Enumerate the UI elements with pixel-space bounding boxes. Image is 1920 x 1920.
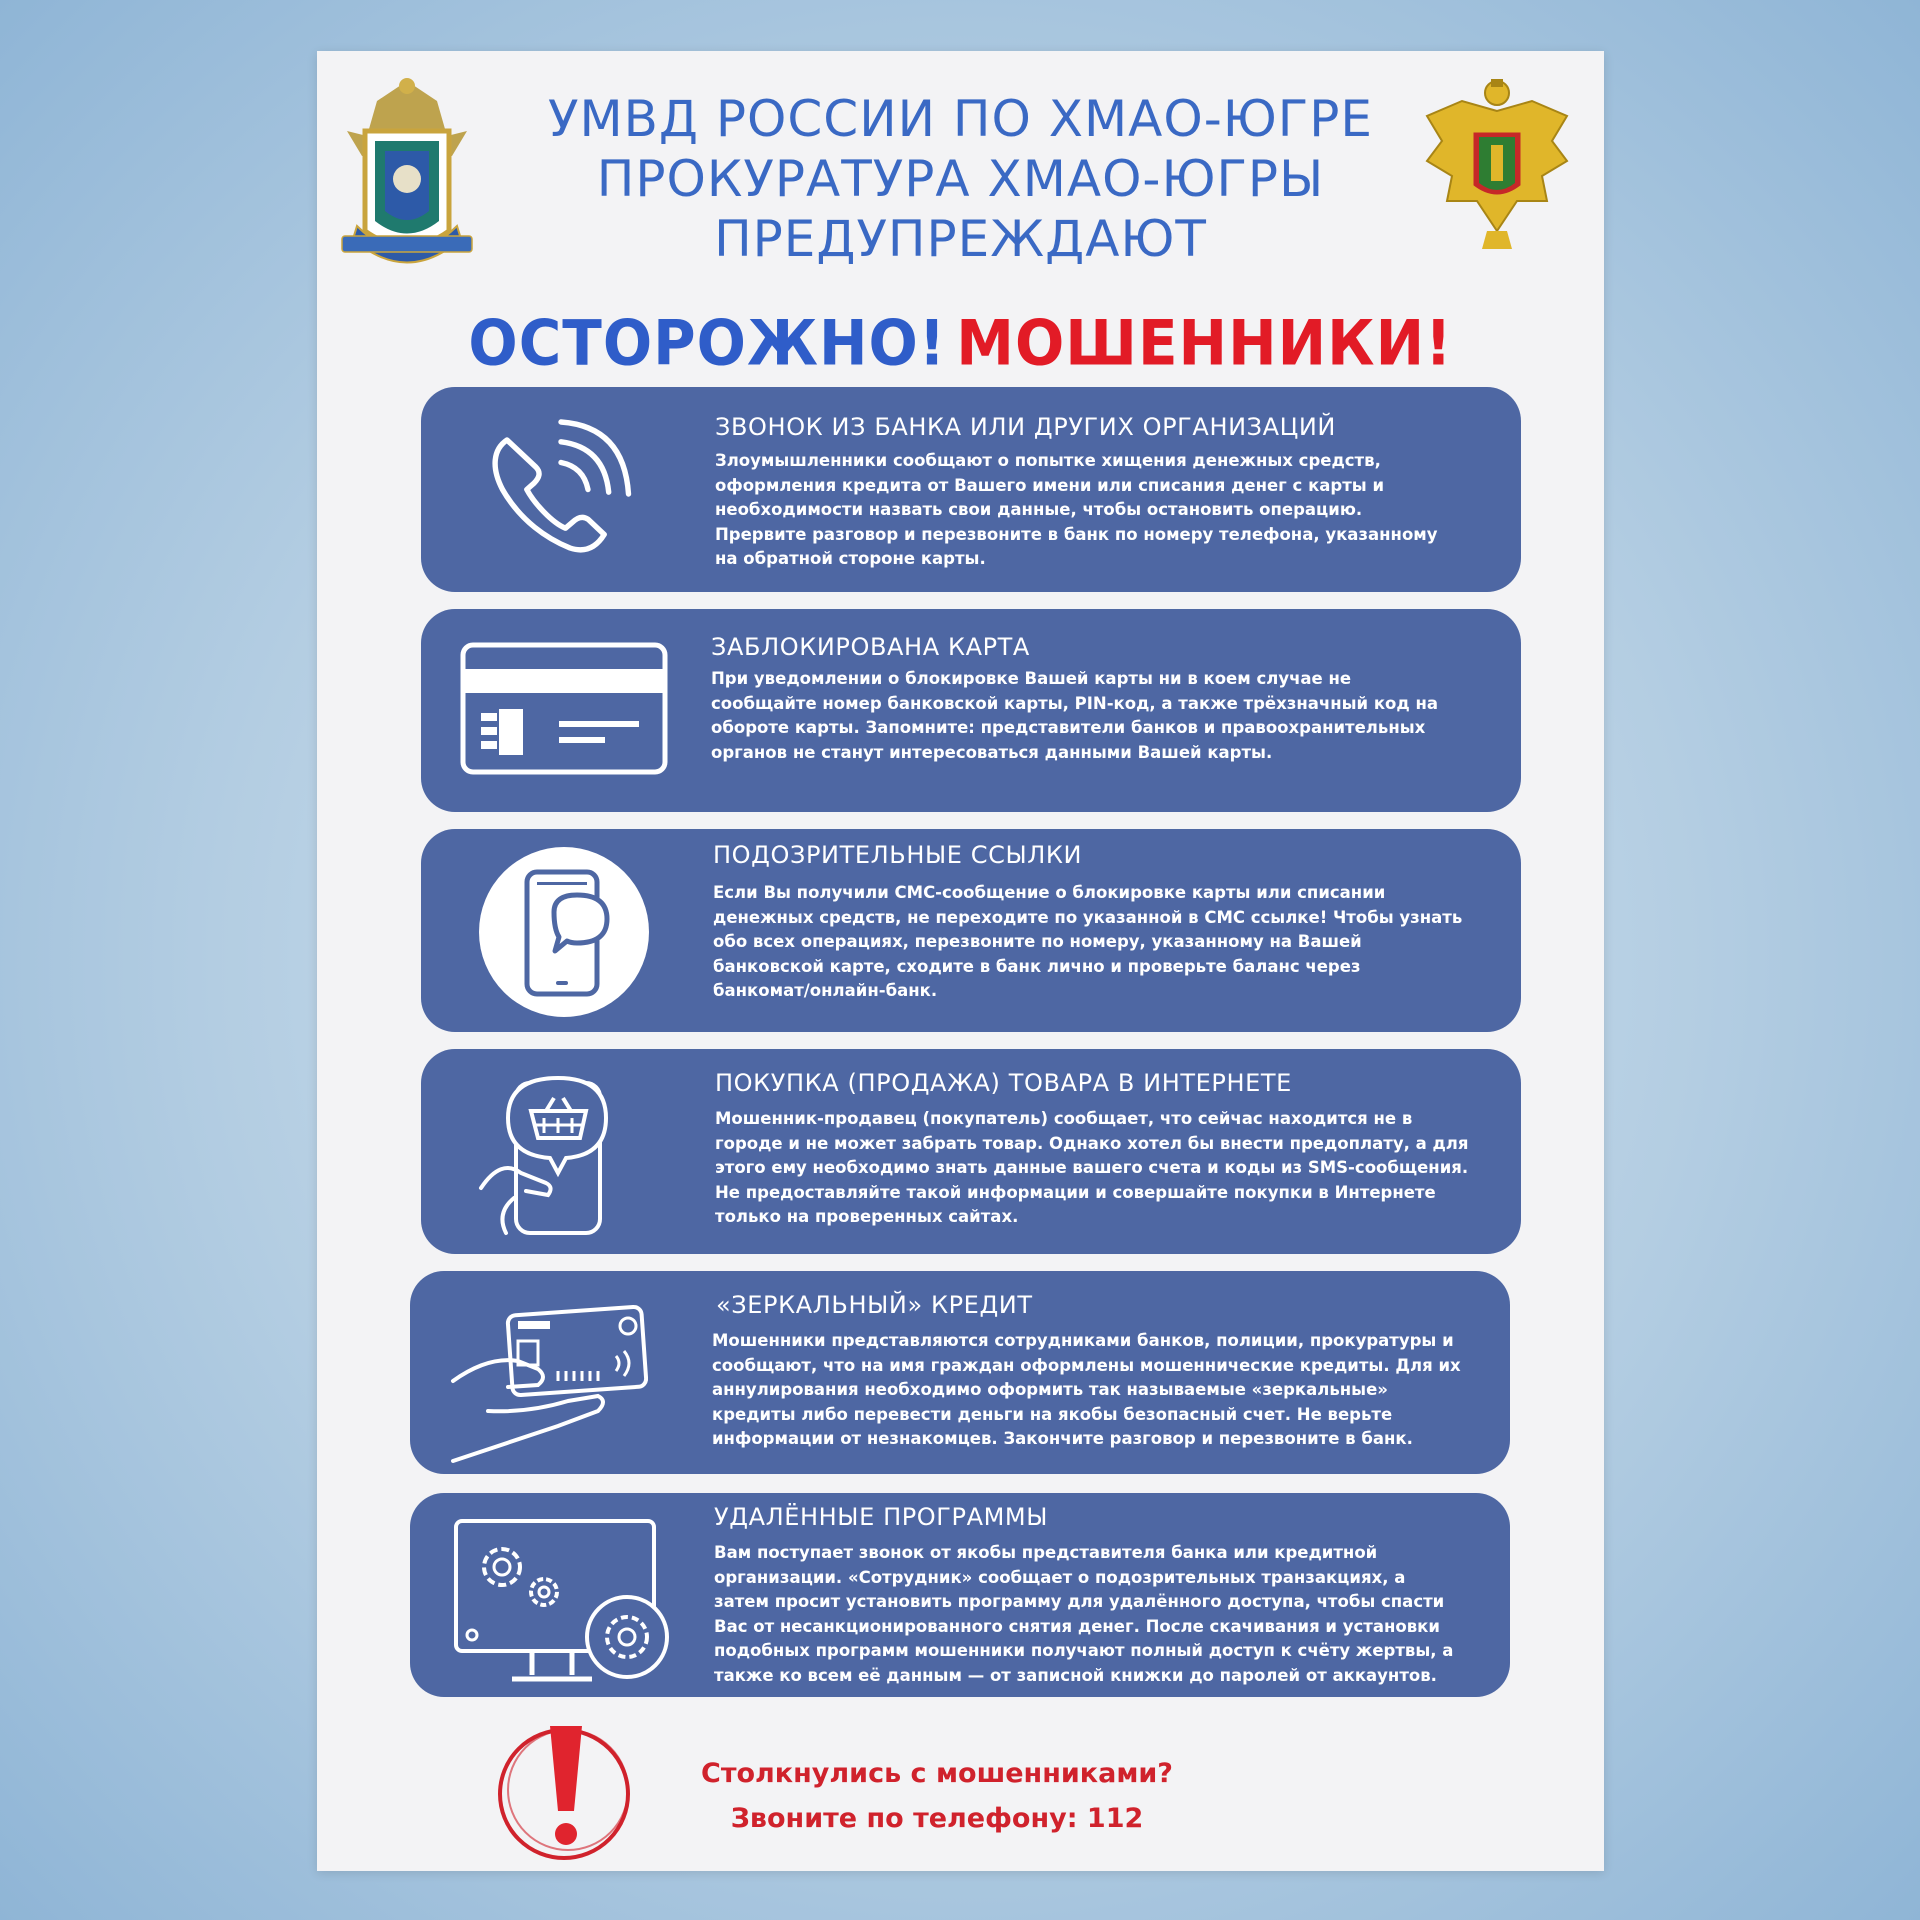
card-text-line: банкомат/онлайн-банк. [713, 981, 938, 1000]
card-text-line: Вас от несанкционированного снятия денег. После скачивания и установки [714, 1616, 1440, 1636]
card-text-line: необходимости назвать свои данные, чтобы остановить операцию. [715, 500, 1363, 519]
card-text-line: сообщайте номер банковской карты, PIN-код, а также трёхзначный код на [711, 693, 1438, 713]
exclamation-icon [492, 1716, 642, 1866]
card-text-line: Злоумышленники сообщают о попытке хищения денежных средств, [715, 451, 1381, 470]
card-text-line: затем просит установить программу для удалённого доступа, чтобы спасти [714, 1592, 1445, 1611]
card-text-line: денежных средств, не переходите по указанной в СМС ссылке! Чтобы узнать [713, 907, 1463, 927]
card-text-line: на обратной стороне карты. [715, 549, 986, 568]
card-text-line: Вам поступает звонок от якобы представителя банка или кредитной [714, 1543, 1378, 1562]
card-title: ПОДОЗРИТЕЛЬНЫЕ ССЫЛКИ [713, 841, 1083, 869]
card-text-line: Мошенники представляются сотрудниками банков, полиции, прокуратуры и [712, 1331, 1454, 1350]
phone-message-icon [479, 847, 649, 1017]
card-text [715, 449, 1438, 572]
card-text-line: также ко всем её данным — от записной книжки до паролей от аккаунтов. [714, 1665, 1437, 1685]
warning-part-careful: ОСТОРОЖНО! [468, 306, 947, 380]
card-text-line: только на проверенных сайтах. [715, 1207, 1019, 1226]
warning-poster [317, 51, 1604, 1871]
card-text-line: органов не станут интересоваться данными Вашей карты. [711, 742, 1273, 762]
footer-phone: Звоните по телефону: 112 [730, 1803, 1144, 1834]
card-title: ПОКУПКА (ПРОДАЖА) ТОВАРА В ИНТЕРНЕТЕ [715, 1069, 1292, 1097]
card-text-line: подобных программ мошенники получают полный доступ к счёту жертвы, а [714, 1641, 1454, 1660]
card-text-line: оформления кредита от Вашего имени или списания денег с карты и [715, 475, 1384, 495]
warning-headline [317, 303, 1604, 383]
card-remote-programs [410, 1493, 1510, 1697]
footer-question: Столкнулись с мошенниками? [701, 1758, 1173, 1789]
card-title: УДАЛЁННЫЕ ПРОГРАММЫ [714, 1503, 1048, 1531]
card-text-line: городе и не может забрать товар. Однако хотел бы внести предоплату, а для [715, 1133, 1469, 1153]
page-title [467, 89, 1454, 269]
header-line-2: ПРОКУРАТУРА ХМАО-ЮГРЫ [596, 150, 1325, 208]
hand-card-icon [448, 1301, 648, 1471]
computer-settings-icon [452, 1517, 672, 1697]
card-text-line: организации. «Сотрудник» сообщает о подозрительных транзакциях, а [714, 1567, 1406, 1587]
online-shopping-icon [476, 1063, 636, 1243]
card-mirror-credit [410, 1271, 1510, 1474]
bank-card-icon [459, 641, 669, 776]
card-text-line: Прервите разговор и перезвоните в банк по номеру телефона, указанному [715, 524, 1438, 544]
warning-part-fraudsters: МОШЕННИКИ! [956, 306, 1453, 380]
card-title: «ЗЕРКАЛЬНЫЙ» КРЕДИТ [716, 1291, 1033, 1319]
card-text [715, 1107, 1468, 1230]
card-text-line: Мошенник-продавец (покупатель) сообщает, что сейчас находится не в [715, 1109, 1413, 1128]
card-text-line: банковской карте, сходите в банк лично и проверьте баланс через [713, 956, 1361, 976]
card-text-line: обороте карты. Запомните: представители банков и правоохранительных [711, 718, 1426, 737]
card-bank-call [421, 387, 1521, 592]
card-text [714, 1541, 1453, 1688]
card-text-line: информации от незнакомцев. Закончите разговор и перезвоните в банк. [712, 1429, 1413, 1448]
header-line-1: УМВД РОССИИ ПО ХМАО-ЮГРЕ [548, 90, 1373, 148]
card-text [713, 881, 1462, 1004]
card-text-line: аннулирования необходимо оформить так называемые «зеркальные» [712, 1380, 1388, 1399]
card-online-shopping [421, 1049, 1521, 1254]
card-text [711, 667, 1438, 765]
card-text-line: При уведомлении о блокировке Вашей карты ни в коем случае не [711, 669, 1352, 688]
card-text-line: обо всех операциях, перезвоните по номеру, указанному на Вашей [713, 932, 1362, 951]
footer-contact [657, 1751, 1217, 1841]
card-text-line: Не предоставляйте такой информации и совершайте покупки в Интернете [715, 1182, 1436, 1202]
card-title: ЗВОНОК ИЗ БАНКА ИЛИ ДРУГИХ ОРГАНИЗАЦИЙ [715, 413, 1336, 441]
card-title: ЗАБЛОКИРОВАНА КАРТА [711, 633, 1030, 661]
card-text-line: сообщают, что на имя граждан оформлены мошеннические кредиты. Для их [712, 1355, 1461, 1375]
card-blocked-card [421, 609, 1521, 812]
card-text-line: кредиты либо перевести деньги на якобы безопасный счет. Не верьте [712, 1404, 1393, 1424]
phone-ringing-icon [471, 405, 651, 565]
card-text-line: этого ему необходимо знать данные вашего счета и коды из SMS-сообщения. [715, 1158, 1469, 1177]
header-line-3: ПРЕДУПРЕЖДАЮТ [714, 210, 1207, 268]
police-emblem-icon [337, 61, 477, 271]
card-text [712, 1329, 1461, 1452]
card-suspicious-links [421, 829, 1521, 1032]
card-text-line: Если Вы получили СМС-сообщение о блокировке карты или списании [713, 883, 1386, 902]
